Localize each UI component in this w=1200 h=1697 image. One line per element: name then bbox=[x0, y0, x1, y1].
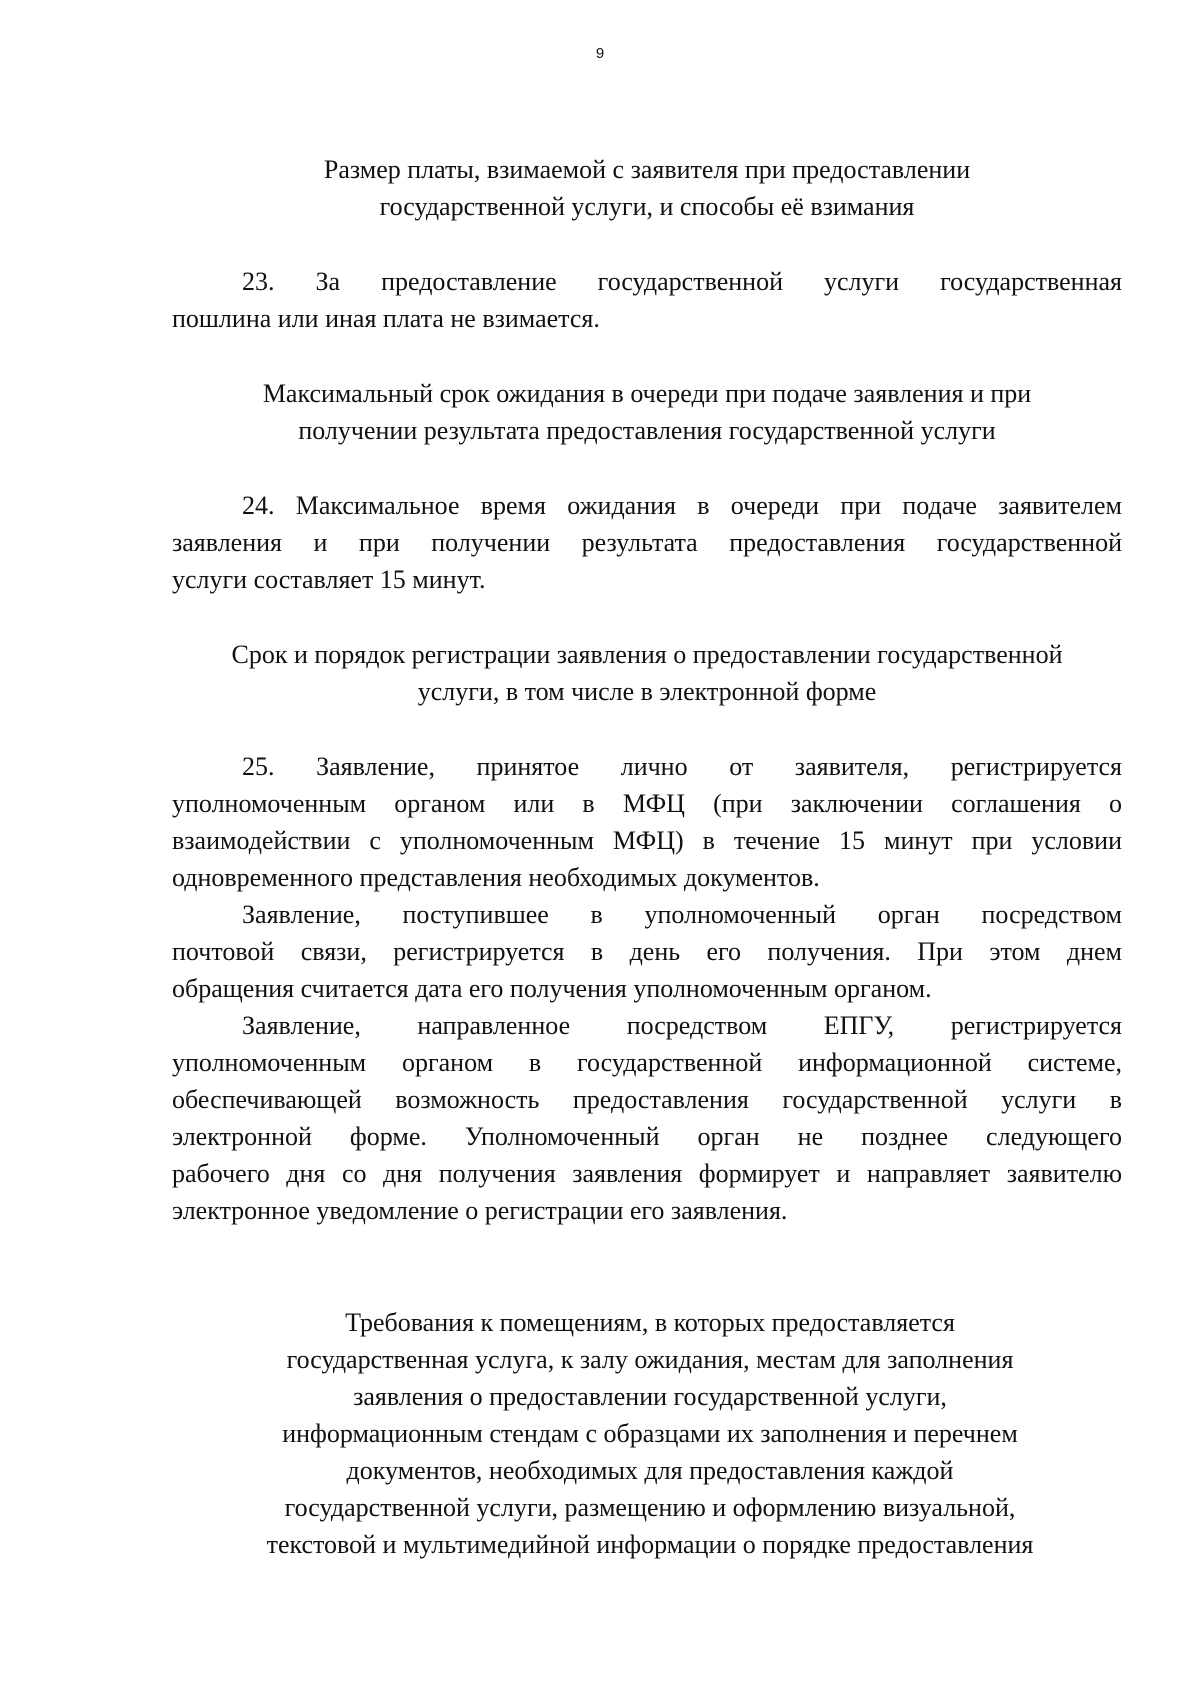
paragraph-line: 25. Заявление, принятое лично от заявителя, регистрируется bbox=[242, 752, 1122, 781]
paragraph-line: взаимодействии с уполномоченным МФЦ) в течение 15 минут при условии bbox=[172, 826, 1122, 855]
section-heading bbox=[220, 1304, 1080, 1563]
heading-line: информационным стендам с образцами их заполнения и перечнем bbox=[282, 1419, 1018, 1448]
paragraph-line: Заявление, направленное посредством ЕПГУ, регистрируется bbox=[242, 1011, 1122, 1040]
paragraph-line: обеспечивающей возможность предоставления государственной услуги в bbox=[172, 1085, 1122, 1114]
paragraph bbox=[172, 896, 1122, 1007]
heading-line: документов, необходимых для предоставления каждой bbox=[346, 1456, 954, 1485]
heading-line: государственная услуга, к залу ожидания, местам для заполнения bbox=[286, 1345, 1014, 1374]
paragraph-line: услуги составляет 15 минут. bbox=[172, 565, 486, 594]
paragraph-line: электронное уведомление о регистрации его заявления. bbox=[172, 1196, 788, 1225]
heading-line: услуги, в том числе в электронной форме bbox=[417, 677, 877, 706]
heading-line: государственной услуги, и способы её взимания bbox=[379, 192, 915, 221]
paragraph-line: 24. Максимальное время ожидания в очереди при подаче заявителем bbox=[242, 491, 1122, 520]
section-heading bbox=[172, 151, 1122, 225]
paragraph-line: уполномоченным органом в государственной информационной системе, bbox=[172, 1048, 1122, 1077]
paragraph-line: 23. За предоставление государственной услуги государственная bbox=[242, 267, 1122, 296]
paragraph bbox=[172, 487, 1122, 598]
paragraph-line: электронной форме. Уполномоченный орган не позднее следующего bbox=[172, 1122, 1122, 1151]
heading-line: государственной услуги, размещению и оформлению визуальной, bbox=[284, 1493, 1016, 1522]
heading-line: Срок и порядок регистрации заявления о предоставлении государственной bbox=[231, 640, 1063, 669]
paragraph-line: Заявление, поступившее в уполномоченный орган посредством bbox=[242, 900, 1122, 929]
paragraph-line: уполномоченным органом или в МФЦ (при заключении соглашения о bbox=[172, 789, 1122, 818]
heading-line: Требования к помещениям, в которых предоставляется bbox=[345, 1308, 955, 1337]
heading-line: заявления о предоставлении государственной услуги, bbox=[353, 1382, 947, 1411]
paragraph-line: пошлина или иная плата не взимается. bbox=[172, 304, 600, 333]
heading-line: Максимальный срок ожидания в очереди при подаче заявления и при bbox=[262, 379, 1032, 408]
paragraph bbox=[172, 1007, 1122, 1229]
heading-line: получении результата предоставления государственной услуги bbox=[298, 416, 996, 445]
paragraph-line: обращения считается дата его получения уполномоченным органом. bbox=[172, 974, 932, 1003]
paragraph-line: рабочего дня со дня получения заявления формирует и направляет заявителю bbox=[172, 1159, 1122, 1188]
paragraph bbox=[172, 263, 1122, 337]
paragraph bbox=[172, 748, 1122, 896]
section-heading bbox=[172, 636, 1122, 710]
paragraph-line: почтовой связи, регистрируется в день его получения. При этом днем bbox=[172, 937, 1122, 966]
heading-line: текстовой и мультимедийной информации о порядке предоставления bbox=[266, 1530, 1034, 1559]
heading-line: Размер платы, взимаемой с заявителя при предоставлении bbox=[323, 155, 971, 184]
page-number: 9 bbox=[595, 45, 605, 62]
paragraph-line: одновременного представления необходимых документов. bbox=[172, 863, 820, 892]
section-heading bbox=[172, 375, 1122, 449]
paragraph-line: заявления и при получении результата предоставления государственной bbox=[172, 528, 1122, 557]
